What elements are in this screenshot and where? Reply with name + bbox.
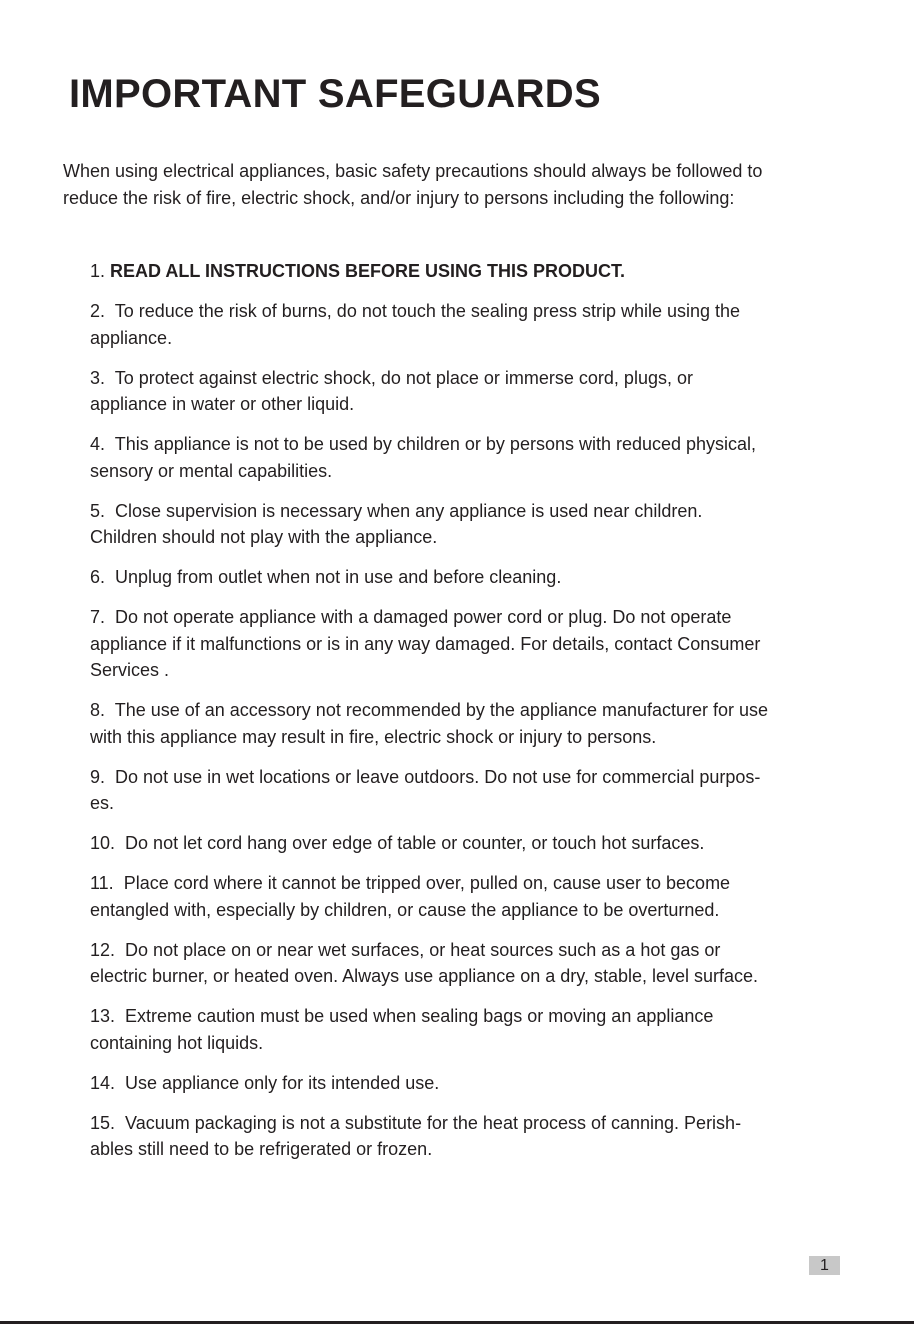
safeguard-item-line [90,298,890,325]
safeguard-item-number: 9. [90,766,106,787]
safeguard-item-line [90,431,890,458]
safeguard-item [90,1003,890,1056]
safeguard-item-line [90,325,890,352]
safeguard-item-line [90,897,890,924]
safeguard-item-line [90,391,890,418]
page-number: 1 [809,1256,840,1275]
safeguard-item-line [90,724,890,751]
safeguard-item [90,764,890,817]
safeguard-item-number: 1. [90,261,106,281]
safeguard-item-text: READ ALL INSTRUCTIONS BEFORE USING THIS PRODUCT. [110,261,626,281]
page-title: IMPORTANT SAFEGUARDS [69,72,601,116]
safeguard-item-number: 15. [90,1112,116,1133]
safeguard-item [90,1110,890,1163]
safeguard-item-line [90,258,890,285]
safeguard-item-line [90,830,890,857]
safeguard-item [90,365,890,418]
safeguard-item [90,258,890,285]
safeguard-item-line [90,697,890,724]
safeguard-item [90,870,890,923]
intro-line: When using electrical appliances, basic safety precautions should always be followed to [63,161,763,181]
safeguard-item-text: Extreme caution must be used when sealing bags or moving an appliance [125,1006,714,1026]
safeguard-item-number: 5. [90,500,106,521]
safeguard-item-line [90,631,890,658]
safeguard-item-number: 11. [90,873,114,893]
safeguard-item-number: 13. [90,1006,116,1026]
safeguard-item-line [90,564,890,591]
safeguard-item-text: Services . [90,660,170,680]
safeguard-item-text: sensory or mental capabilities. [90,460,333,481]
safeguard-item-text: Close supervision is necessary when any appliance is used near children. [115,500,703,521]
safeguard-item-text: ables still need to be refrigerated or frozen. [90,1139,433,1159]
safeguard-item-text: Do not let cord hang over edge of table or counter, or touch hot surfaces. [125,833,705,853]
safeguard-item-line [90,1110,890,1137]
safeguard-item-line [90,1136,890,1163]
safeguard-item [90,431,890,484]
safeguard-item-line [90,657,890,684]
safeguard-item-text: appliance. [90,327,173,348]
safeguard-item [90,498,890,551]
safeguard-item-line [90,870,890,897]
safeguard-item-line [90,764,890,791]
safeguard-item-line [90,937,890,964]
safeguard-item-line [90,963,890,990]
safeguard-item-text: Children should not play with the appliance. [90,527,438,547]
safeguard-item-number: 4. [90,434,106,454]
safeguard-item-text: Use appliance only for its intended use. [125,1072,440,1093]
safeguard-item-line [90,604,890,631]
safeguard-item [90,564,890,591]
safeguard-item-line [90,365,890,392]
safeguard-item-number: 10. [90,833,116,853]
safeguard-item-text: To reduce the risk of burns, do not touch the sealing press strip while using the [114,301,741,321]
safeguard-item-text: The use of an accessory not recommended by the appliance manufacturer for use [114,700,769,720]
intro-line: reduce the risk of fire, electric shock, and/or injury to persons including the following: [63,188,735,208]
safeguard-item-number: 8. [90,700,106,720]
safeguard-item [90,830,890,857]
safeguard-item-text: entangled with, especially by children, or cause the appliance to be overturned. [90,899,720,920]
safeguard-item-text: Do not use in wet locations or leave outdoors. Do not use for commercial purpos- [115,766,761,787]
safeguard-item-number: 12. [90,939,116,960]
safeguard-item-number: 7. [90,607,106,627]
safeguard-item-line [90,524,890,551]
safeguard-item-text: Place cord where it cannot be tripped over, pulled on, cause user to become [123,873,731,893]
safeguard-item-number: 6. [90,567,106,587]
safeguard-item [90,298,890,351]
safeguard-item-text: appliance if it malfunctions or is in any way damaged. For details, contact Consumer [90,633,761,654]
safeguard-item-line [90,1030,890,1057]
safeguard-item-text: Do not operate appliance with a damaged power cord or plug. Do not operate [115,607,732,627]
safeguard-item-text: Unplug from outlet when not in use and before cleaning. [115,567,562,587]
safeguard-item-number: 2. [90,301,106,321]
safeguard-item-number: 3. [90,367,106,388]
safeguard-item-text: containing hot liquids. [90,1032,264,1053]
safeguard-item [90,604,890,684]
safeguard-item-number: 14. [90,1072,116,1093]
safeguard-item [90,937,890,990]
safeguard-item-text: es. [90,793,115,813]
safeguard-item-text: with this appliance may result in fire, electric shock or injury to persons. [90,726,657,747]
safeguard-item-text: electric burner, or heated oven. Always use appliance on a dry, stable, level surface. [90,966,759,986]
safeguard-item-line [90,790,890,817]
safeguard-item [90,697,890,750]
safeguard-item-text: Do not place on or near wet surfaces, or heat sources such as a hot gas or [125,939,721,960]
safeguards-list [90,258,890,1176]
safeguard-item-text: Vacuum packaging is not a substitute for the heat process of canning. Perish- [125,1112,742,1133]
safeguard-item-text: To protect against electric shock, do not place or immerse cord, plugs, or [114,367,693,388]
safeguard-item [90,1070,890,1097]
safeguard-item-text: This appliance is not to be used by children or by persons with reduced physical, [114,434,757,454]
safeguard-item-line [90,1003,890,1030]
intro-paragraph [63,158,863,212]
safeguard-item-line [90,458,890,485]
safeguard-item-line [90,498,890,525]
safeguard-item-text: appliance in water or other liquid. [90,394,355,414]
safeguard-item-line [90,1070,890,1097]
